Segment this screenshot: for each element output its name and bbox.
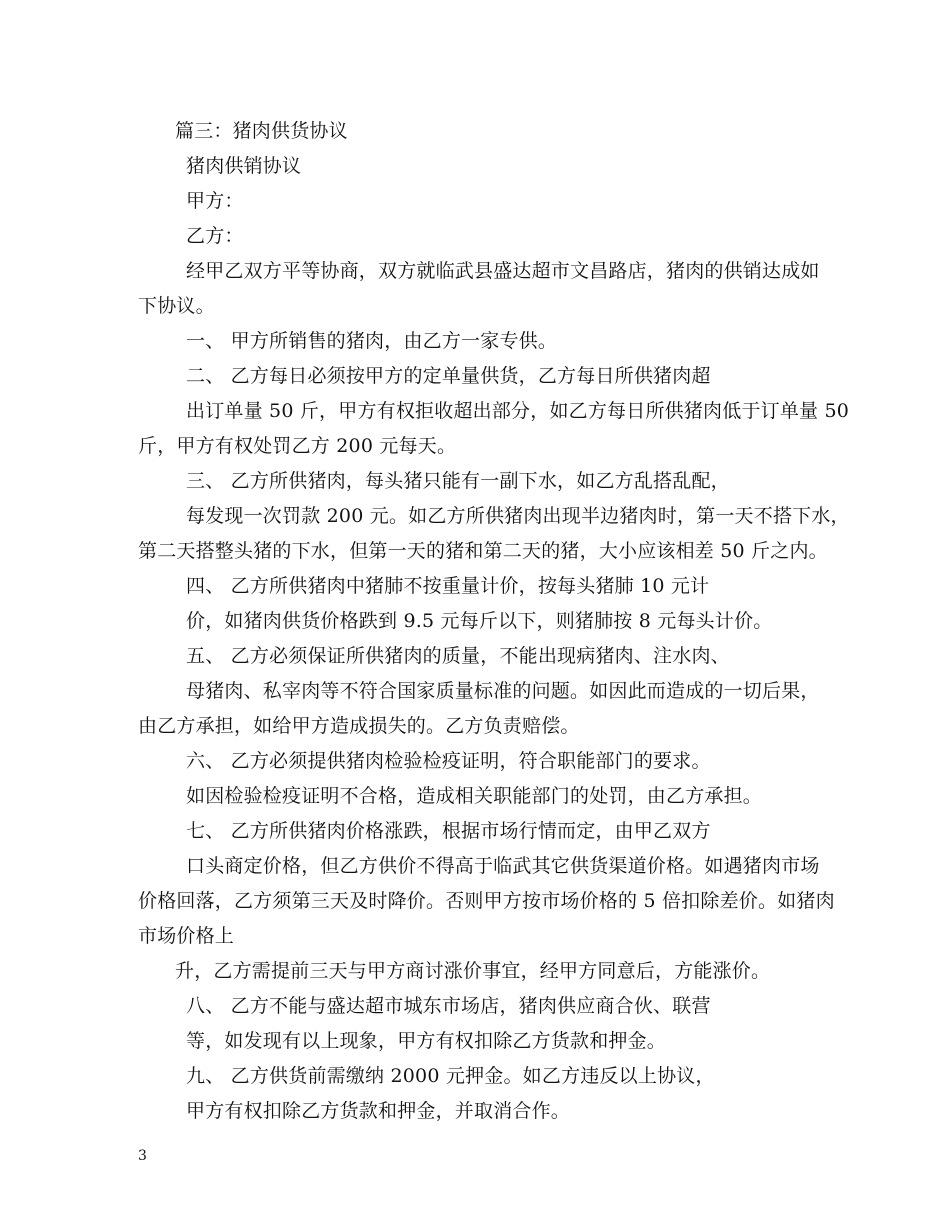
clause-8-line-2: 等，如发现有以上现象，甲方有权扣除乙方货款和押金。 <box>186 1030 667 1052</box>
clause-1-line-1: 一、 甲方所销售的猪肉，由乙方一家专供。 <box>186 330 558 352</box>
clause-6-line-1: 六、 乙方必须提供猪肉检验检疫证明，符合职能部门的要求。 <box>186 750 711 772</box>
clause-5-line-3: 由乙方承担，如给甲方造成损失的。乙方负责赔偿。 <box>138 715 580 737</box>
party-a-label: 甲方： <box>186 190 244 212</box>
intro-paragraph-line-2: 下协议。 <box>138 295 215 317</box>
agreement-title: 猪肉供销协议 <box>186 155 302 177</box>
clause-7-line-2: 口头商定价格，但乙方供价不得高于临武其它供货渠道价格。如遇猪肉市场 <box>186 855 820 877</box>
clause-3-line-1: 三、 乙方所供猪肉，每头猪只能有一副下水，如乙方乱搭乱配， <box>186 470 730 492</box>
clause-7-line-3: 价格回落，乙方须第三天及时降价。否则甲方按市场价格的 5 倍扣除差价。如猪肉 <box>138 890 835 912</box>
clause-5-line-1: 五、 乙方必须保证所供猪肉的质量，不能出现病猪肉、注水肉、 <box>186 645 730 667</box>
clause-7-line-5: 升，乙方需提前三天与甲方商讨涨价事宜，经甲方同意后，方能涨价。 <box>175 960 771 982</box>
clause-2-line-1: 二、 乙方每日必须按甲方的定单量供货，乙方每日所供猪肉超 <box>186 365 711 387</box>
clause-7-line-1: 七、 乙方所供猪肉价格涨跌，根据市场行情而定，由甲乙双方 <box>186 820 711 842</box>
clause-6-line-2: 如因检验检疫证明不合格，造成相关职能部门的处罚，由乙方承担。 <box>186 785 763 807</box>
clause-5-line-2: 母猪肉、私宰肉等不符合国家质量标准的问题。如因此而造成的一切后果， <box>186 680 820 702</box>
clause-2-line-3: 斤，甲方有权处罚乙方 200 元每天。 <box>138 435 457 457</box>
clause-2-line-2: 出订单量 50 斤，甲方有权拒收超出部分，如乙方每日所供猪肉低于订单量 50 <box>186 400 850 422</box>
clause-4-line-1: 四、 乙方所供猪肉中猪肺不按重量计价，按每头猪肺 10 元计 <box>186 575 710 597</box>
clause-3-line-3: 第二天搭整头猪的下水，但第一天的猪和第二天的猪，大小应该相差 50 斤之内。 <box>138 540 828 562</box>
clause-7-line-4: 市场价格上 <box>138 925 235 947</box>
clause-4-line-2: 价，如猪肉供货价格跌到 9.5 元每斤以下，则猪肺按 8 元每头计价。 <box>186 610 773 632</box>
clause-9-line-1: 九、 乙方供货前需缴纳 2000 元押金。如乙方违反以上协议， <box>186 1065 715 1087</box>
page-number: 3 <box>138 1148 147 1164</box>
section-title: 篇三：猪肉供货协议 <box>175 120 348 142</box>
party-b-label: 乙方： <box>186 225 244 247</box>
clause-3-line-2: 每发现一次罚款 200 元。如乙方所供猪肉出现半边猪肉时，第一天不搭下水， <box>186 505 850 527</box>
clause-9-line-2: 甲方有权扣除乙方货款和押金，并取消合作。 <box>186 1100 571 1122</box>
intro-paragraph-line-1: 经甲乙双方平等协商，双方就临武县盛达超市文昌路店，猪肉的供销达成如 <box>186 260 820 282</box>
clause-8-line-1: 八、 乙方不能与盛达超市城东市场店，猪肉供应商合伙、联营 <box>186 995 711 1017</box>
